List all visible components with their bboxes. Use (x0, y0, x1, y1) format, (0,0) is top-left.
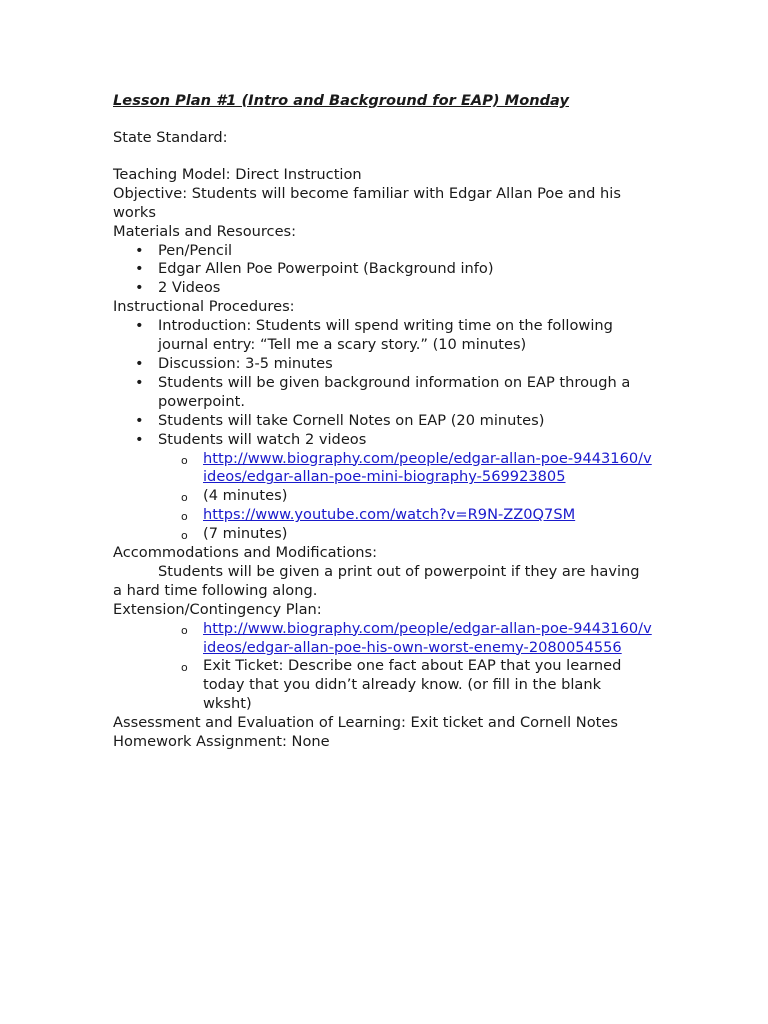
bullet-icon: • (135, 430, 144, 448)
circle-bullet-icon: o (181, 491, 188, 505)
assessment: Assessment and Evaluation of Learning: Exit ticket and Cornell Notes (113, 714, 618, 732)
bullet-icon: • (135, 373, 144, 391)
list-item: o Exit Ticket: Describe one fact about EAP that you learned today that you didn’t already know. (or fill in the blank wksht) (181, 657, 622, 713)
list-item: • Students will be given background information on EAP through a powerpoint. (135, 373, 631, 410)
list-item: • Introduction: Students will spend writing time on the following journal entry: “Tell me a scary story.” (10 minutes) (135, 317, 613, 354)
bullet-icon: • (135, 241, 144, 259)
list-item: o (7 minutes) (113, 525, 653, 544)
bullet-icon: • (135, 260, 144, 278)
bullet-icon: • (135, 411, 144, 429)
bullet-icon: • (135, 354, 144, 372)
state-standard: State Standard: (113, 129, 228, 146)
homework: Homework Assignment: None (113, 733, 330, 751)
circle-bullet-icon: o (181, 529, 188, 543)
accommodations-heading: Accommodations and Modifications: (113, 544, 378, 562)
materials-list (113, 242, 653, 299)
page-title: Lesson Plan #1 (Intro and Background for EAP) Monday (113, 92, 569, 109)
circle-bullet-icon: o (181, 623, 188, 637)
extension-video-link[interactable]: http://www.biography.com/people/edgar-allan-poe-9443160/videos/edgar-allan-poe-his-own-worst-enemy-2080054556 (203, 619, 652, 656)
list-item: • Students will take Cornell Notes on EAP (20 minutes) (135, 411, 545, 429)
lesson-plan-document (113, 92, 653, 752)
materials-heading: Materials and Resources: (113, 222, 297, 240)
objective: Objective: Students will become familiar with Edgar Allan Poe and his works (113, 184, 621, 221)
procedures-heading: Instructional Procedures: (113, 298, 295, 316)
accommodations-text: Students will be given a print out of powerpoint if they are having a hard time following along. (113, 562, 640, 599)
list-item: • Pen/Pencil (135, 241, 233, 259)
bullet-icon: • (135, 317, 144, 335)
circle-bullet-icon: o (181, 510, 188, 524)
list-item: • 2 Videos (135, 279, 221, 297)
list-item: • Discussion: 3-5 minutes (135, 354, 333, 372)
list-item (113, 506, 653, 525)
list-item (113, 450, 653, 488)
circle-bullet-icon: o (181, 661, 188, 675)
procedures-list (113, 317, 653, 449)
teaching-model: Teaching Model: Direct Instruction (113, 165, 362, 183)
list-item: • Edgar Allen Poe Powerpoint (Background info) (135, 260, 494, 278)
extension-list (113, 620, 653, 715)
youtube-video-link[interactable]: https://www.youtube.com/watch?v=R9N-ZZ0Q7SM (203, 506, 576, 524)
extension-heading: Extension/Contingency Plan: (113, 600, 322, 618)
list-item: • Students will watch 2 videos (135, 430, 367, 448)
list-item (113, 620, 653, 658)
circle-bullet-icon: o (181, 453, 188, 467)
video-list (113, 450, 653, 545)
bullet-icon: • (135, 279, 144, 297)
biography-video-link[interactable]: http://www.biography.com/people/edgar-allan-poe-9443160/videos/edgar-allan-poe-mini-biography-569923805 (203, 449, 652, 486)
list-item: o (4 minutes) (113, 487, 653, 506)
